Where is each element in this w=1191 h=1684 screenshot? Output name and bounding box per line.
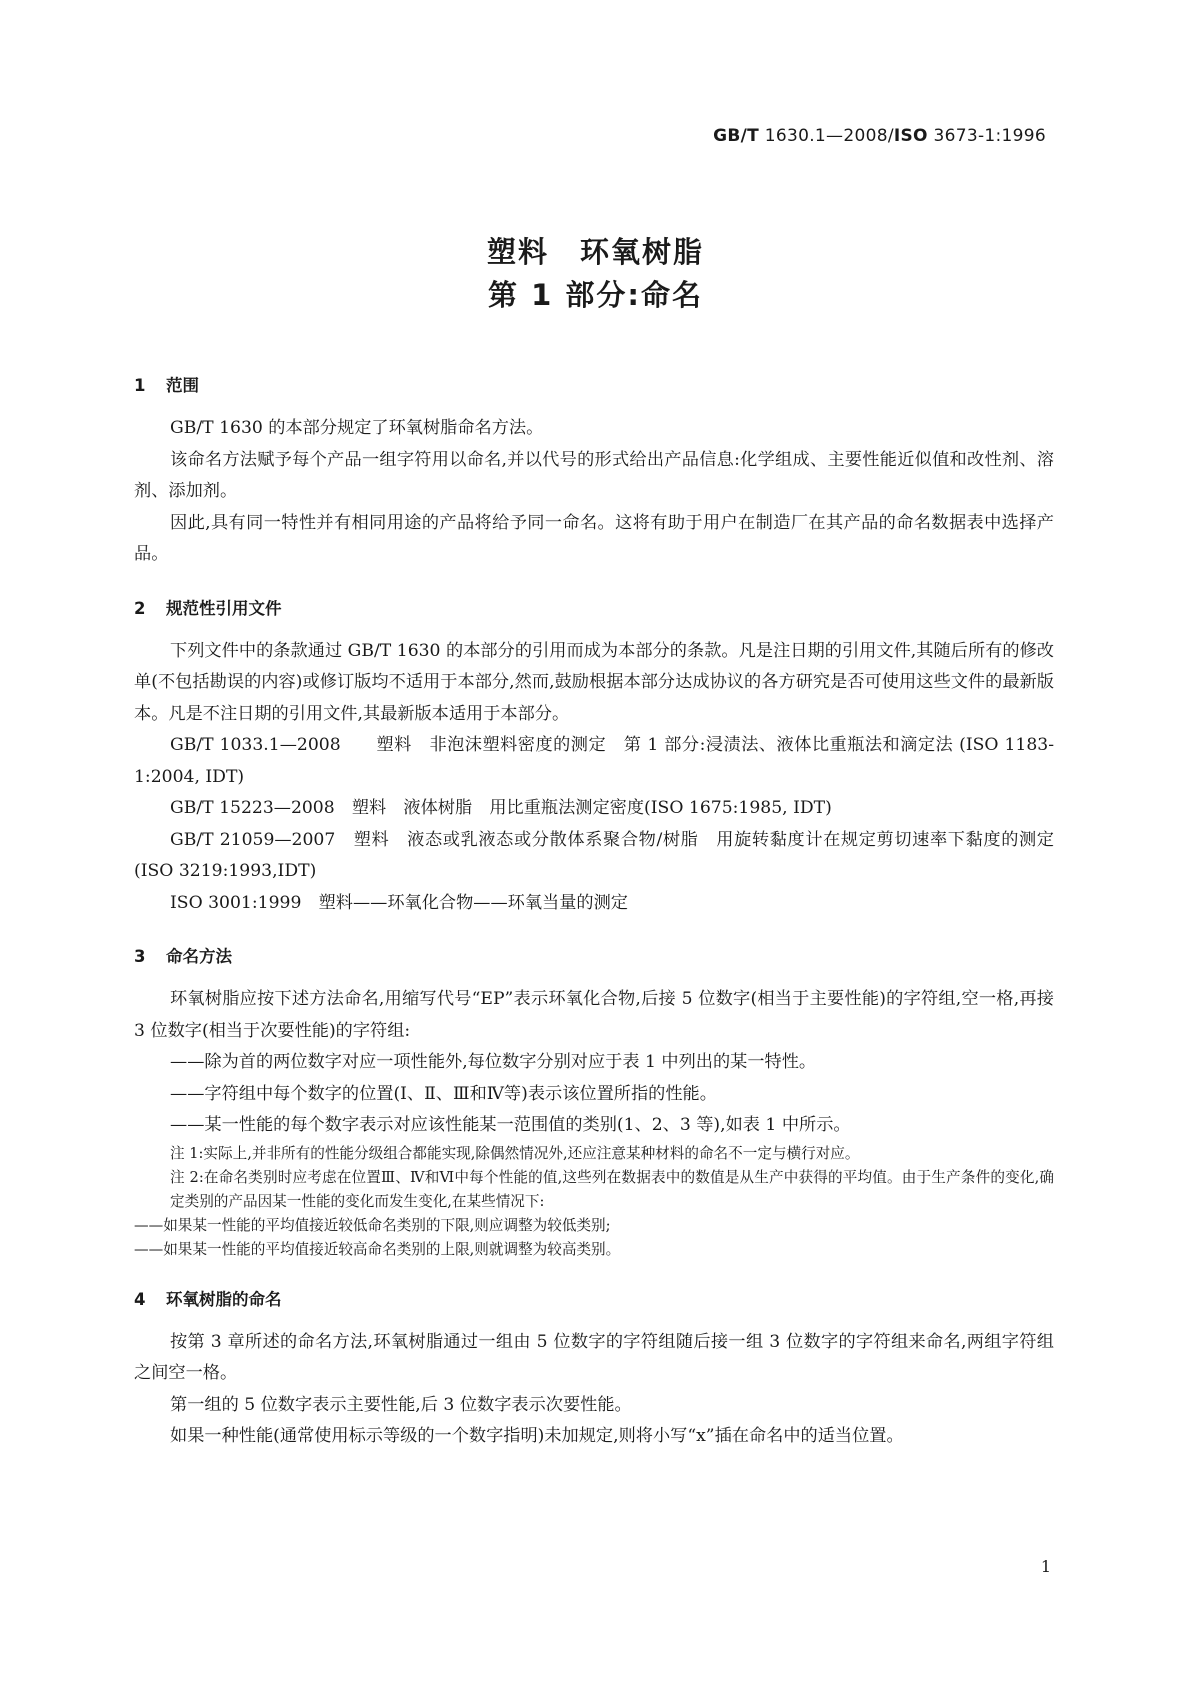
list-item: ——除为首的两位数字对应一项性能外,每位数字分别对应于表 1 中列出的某一特性。 (170, 1052, 817, 1072)
section-number: 1 (134, 376, 146, 395)
document-body (134, 370, 1054, 1453)
paragraph: 该命名方法赋予每个产品一组字符用以命名,并以代号的形式给出产品信息:化学组成、主要性能近似值和改性剂、溶剂、添加剂。 (134, 449, 1054, 501)
section-1-heading (134, 370, 1054, 401)
paragraph: 下列文件中的条款通过 GB/T 1630 的本部分的引用而成为本部分的条款。凡是注日期的引用文件,其随后所有的修改单(不包括勘误的内容)或修订版均不适用于本部分,然而,鼓励根据本部分达成协议的各方研究是否可使用这些文件的最新版本。凡是不注日期的引用文件,其最新版本适用于本部分。 (134, 640, 1054, 724)
section-number: 3 (134, 947, 146, 966)
std-number: 1630.1—2008/ (764, 126, 894, 146)
section-title: 环氧树脂的命名 (166, 1289, 282, 1309)
iso-number: 3673-1:1996 (933, 126, 1046, 146)
reference-item: GB/T 1033.1—2008 塑料 非泡沫塑料密度的测定 第 1 部分:浸渍法、液体比重瓶法和滴定法 (ISO 1183-1:2004, IDT) (134, 735, 1054, 787)
title-line-1: 塑料 环氧树脂 (486, 235, 704, 269)
paragraph: 因此,具有同一特性并有相同用途的产品将给予同一命名。这将有助于用户在制造厂在其产品的命名数据表中选择产品。 (134, 512, 1054, 564)
section-4-heading (134, 1284, 1054, 1315)
note-list-item: ——如果某一性能的平均值接近较高命名类别的上限,则就调整为较高类别。 (134, 1240, 621, 1258)
page-number: 1 (1040, 1557, 1051, 1576)
paragraph: 环氧树脂应按下述方法命名,用缩写代号“EP”表示环氧化合物,后接 5 位数字(相当于主要性能)的字符组,空一格,再接 3 位数字(相当于次要性能)的字符组: (134, 989, 1054, 1041)
paragraph: GB/T 1630 的本部分规定了环氧树脂命名方法。 (170, 418, 544, 438)
list-item: ——某一性能的每个数字表示对应该性能某一范围值的类别(1、2、3 等),如表 1 中所示。 (170, 1115, 851, 1135)
section-2-heading (134, 593, 1054, 624)
list-item: ——字符组中每个数字的位置(Ⅰ、Ⅱ、Ⅲ和Ⅳ等)表示该位置所指的性能。 (170, 1083, 717, 1104)
section-number: 4 (134, 1289, 146, 1309)
title-line-2: 第 1 部分:命名 (488, 278, 703, 312)
paragraph: 第一组的 5 位数字表示主要性能,后 3 位数字表示次要性能。 (170, 1394, 632, 1415)
note: 注 1:实际上,并非所有的性能分级组合都能实现,除偶然情况外,还应注意某种材料的命名不一定与横行对应。 (170, 1144, 860, 1162)
reference-item: ISO 3001:1999 塑料——环氧化合物——环氧当量的测定 (170, 892, 628, 913)
note-list-item: ——如果某一性能的平均值接近较低命名类别的下限,则应调整为较低类别; (134, 1216, 611, 1234)
reference-item: GB/T 21059—2007 塑料 液态或乳液态或分散体系聚合物/树脂 用旋转黏度计在规定剪切速率下黏度的测定(ISO 3219:1993,IDT) (134, 829, 1054, 881)
paragraph: 如果一种性能(通常使用标示等级的一个数字指明)未加规定,则将小写“x”插在命名中的适当位置。 (170, 1426, 904, 1446)
section-3-heading (134, 941, 1054, 972)
std-prefix: GB/T (713, 126, 760, 146)
reference-item: GB/T 15223—2008 塑料 液体树脂 用比重瓶法测定密度(ISO 1675:1985, IDT) (170, 798, 832, 818)
section-title: 范围 (166, 376, 199, 395)
paragraph: 按第 3 章所述的命名方法,环氧树脂通过一组由 5 位数字的字符组随后接一组 3 位数字的字符组来命名,两组字符组之间空一格。 (134, 1331, 1054, 1383)
iso-prefix: ISO (893, 126, 928, 146)
standard-number (713, 126, 1046, 146)
section-number: 2 (134, 598, 146, 618)
note: 注 2:在命名类别时应考虑在位置Ⅲ、Ⅳ和Ⅵ中每个性能的值,这些列在数据表中的数值是从生产中获得的平均值。由于生产条件的变化,确定类别的产品因某一性能的变化而发生变化,在某些情况下: (170, 1168, 1054, 1210)
section-title: 命名方法 (166, 947, 232, 966)
section-title: 规范性引用文件 (166, 598, 282, 618)
